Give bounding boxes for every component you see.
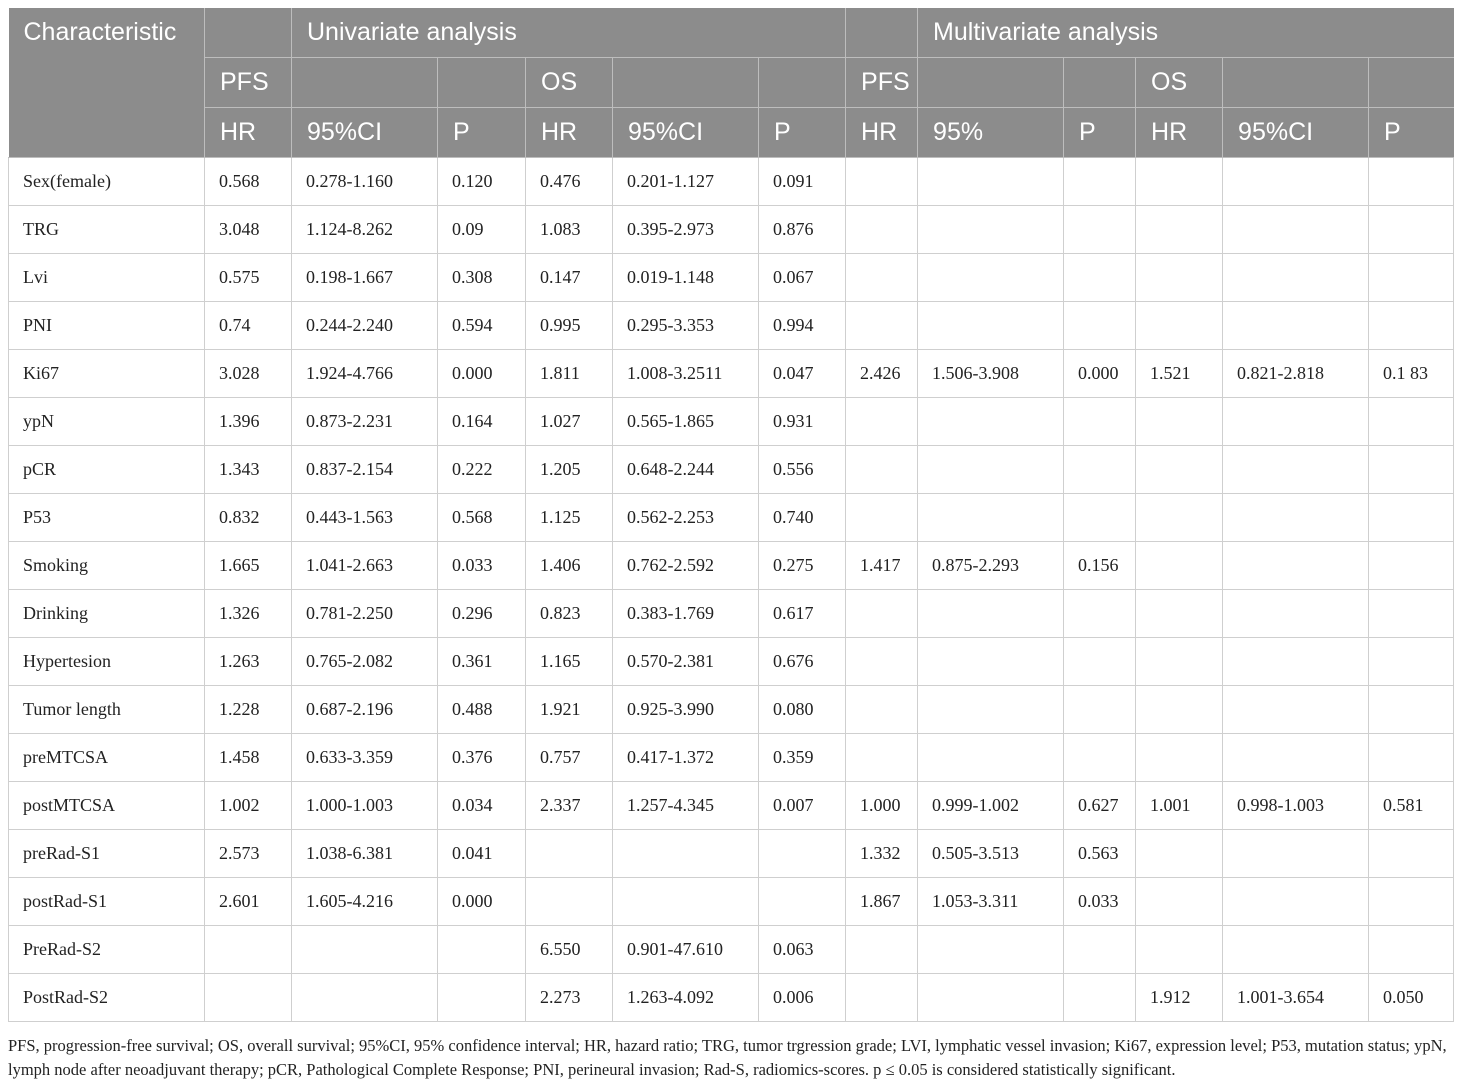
table-cell: 0.063 — [759, 926, 846, 974]
table-cell — [1369, 542, 1454, 590]
table-cell — [205, 926, 292, 974]
table-cell — [1136, 398, 1223, 446]
row-label: Sex(female) — [9, 158, 205, 206]
table-cell: 0.505-3.513 — [918, 830, 1064, 878]
table-cell: 0.568 — [205, 158, 292, 206]
table-cell — [918, 398, 1064, 446]
table-cell: 0.09 — [438, 206, 526, 254]
characteristic-header: Characteristic — [9, 8, 205, 158]
table-cell: 0.633-3.359 — [292, 734, 438, 782]
table-cell: 1.263-4.092 — [613, 974, 759, 1022]
table-cell — [1136, 542, 1223, 590]
table-cell — [1064, 638, 1136, 686]
table-cell: 0.931 — [759, 398, 846, 446]
table-cell — [1223, 158, 1369, 206]
table-cell — [292, 926, 438, 974]
table-cell: 0.562-2.253 — [613, 494, 759, 542]
table-cell — [846, 398, 918, 446]
table-cell: 0.201-1.127 — [613, 158, 759, 206]
table-cell — [1136, 638, 1223, 686]
subgroup-header — [1369, 58, 1454, 108]
table-cell: 0.823 — [526, 590, 613, 638]
table-cell: 2.273 — [526, 974, 613, 1022]
table-cell — [438, 974, 526, 1022]
table-cell: 2.573 — [205, 830, 292, 878]
cox-regression-table — [8, 8, 1454, 1022]
stat-header: HR — [205, 108, 292, 158]
table-cell — [438, 926, 526, 974]
table-cell — [846, 590, 918, 638]
table-cell: 0.762-2.592 — [613, 542, 759, 590]
table-cell: 1.332 — [846, 830, 918, 878]
table-cell — [1369, 734, 1454, 782]
row-label: ypN — [9, 398, 205, 446]
table-row — [9, 158, 1454, 206]
table-cell — [846, 974, 918, 1022]
table-cell: 0.594 — [438, 302, 526, 350]
table-cell — [1136, 494, 1223, 542]
table-cell — [918, 926, 1064, 974]
stat-header: P — [438, 108, 526, 158]
table-cell: 0.383-1.769 — [613, 590, 759, 638]
table-cell: 0.873-2.231 — [292, 398, 438, 446]
table-cell: 1.924-4.766 — [292, 350, 438, 398]
table-cell — [918, 158, 1064, 206]
table-cell: 0.648-2.244 — [613, 446, 759, 494]
table-cell: 1.165 — [526, 638, 613, 686]
table-row — [9, 446, 1454, 494]
row-label: Ki67 — [9, 350, 205, 398]
stat-header: HR — [846, 108, 918, 158]
table-cell — [1369, 494, 1454, 542]
table-cell: 1.605-4.216 — [292, 878, 438, 926]
row-label: pCR — [9, 446, 205, 494]
table-cell — [918, 302, 1064, 350]
subgroup-header — [438, 58, 526, 108]
table-row — [9, 734, 1454, 782]
table-cell: 0.047 — [759, 350, 846, 398]
table-cell — [846, 302, 918, 350]
table-cell: 0.821-2.818 — [1223, 350, 1369, 398]
table-cell: 0.156 — [1064, 542, 1136, 590]
table-cell: 0.998-1.003 — [1223, 782, 1369, 830]
table-cell — [1369, 590, 1454, 638]
table-cell: 6.550 — [526, 926, 613, 974]
table-cell — [918, 686, 1064, 734]
table-cell — [1223, 878, 1369, 926]
table-cell: 1.343 — [205, 446, 292, 494]
table-cell: 1.038-6.381 — [292, 830, 438, 878]
subgroup-header: PFS — [846, 58, 918, 108]
table-cell — [918, 446, 1064, 494]
table-cell — [1223, 926, 1369, 974]
table-cell — [1369, 158, 1454, 206]
table-cell: 0.091 — [759, 158, 846, 206]
table-cell: 1.000-1.003 — [292, 782, 438, 830]
table-cell: 0.556 — [759, 446, 846, 494]
results-table-container — [8, 8, 1453, 1022]
table-cell — [205, 974, 292, 1022]
table-cell — [1064, 398, 1136, 446]
subgroup-header — [613, 58, 759, 108]
table-cell: 0.359 — [759, 734, 846, 782]
table-cell: 0.034 — [438, 782, 526, 830]
header-row-3 — [9, 108, 1454, 158]
table-row — [9, 302, 1454, 350]
table-cell: 0.019-1.148 — [613, 254, 759, 302]
table-header — [9, 8, 1454, 158]
table-footnote: PFS, progression-free survival; OS, overall survival; 95%CI, 95% confidence interval; HR, hazard ratio; TRG, tumor trgression grade; LVI, lymphatic vessel invasion; Ki67, expression level; P53, mutation status; ypN, lymph node after neoadjuvant therapy; pCR, Pathological Complete Response; PNI, perineural invasion; Rad-S, radiomics-scores. p ≤ 0.05 is considered statistically significant. — [8, 1036, 1447, 1079]
table-cell — [846, 686, 918, 734]
table-cell: 0.901-47.610 — [613, 926, 759, 974]
table-cell — [846, 638, 918, 686]
table-row — [9, 494, 1454, 542]
table-cell: 3.028 — [205, 350, 292, 398]
row-label: P53 — [9, 494, 205, 542]
table-cell: 2.426 — [846, 350, 918, 398]
subgroup-header — [759, 58, 846, 108]
table-cell: 0.832 — [205, 494, 292, 542]
table-cell — [846, 734, 918, 782]
table-cell: 2.337 — [526, 782, 613, 830]
stat-header: 95%CI — [1223, 108, 1369, 158]
table-cell — [1223, 830, 1369, 878]
table-cell: 0.565-1.865 — [613, 398, 759, 446]
table-cell: 0.1 83 — [1369, 350, 1454, 398]
table-cell: 0.627 — [1064, 782, 1136, 830]
subgroup-header — [1223, 58, 1369, 108]
table-cell: 0.925-3.990 — [613, 686, 759, 734]
table-body — [9, 158, 1454, 1022]
table-cell: 1.458 — [205, 734, 292, 782]
table-cell: 0.041 — [438, 830, 526, 878]
table-cell: 0.033 — [438, 542, 526, 590]
table-cell: 0.376 — [438, 734, 526, 782]
table-cell: 0.361 — [438, 638, 526, 686]
table-cell: 0.875-2.293 — [918, 542, 1064, 590]
table-cell — [846, 446, 918, 494]
table-row — [9, 542, 1454, 590]
table-cell — [526, 878, 613, 926]
table-row — [9, 254, 1454, 302]
table-cell — [1136, 926, 1223, 974]
table-cell — [1369, 638, 1454, 686]
table-cell — [1369, 302, 1454, 350]
row-label: Tumor length — [9, 686, 205, 734]
table-cell: 1.506-3.908 — [918, 350, 1064, 398]
table-row — [9, 350, 1454, 398]
table-cell: 0.443-1.563 — [292, 494, 438, 542]
table-cell — [1064, 686, 1136, 734]
table-cell — [918, 494, 1064, 542]
row-label: Smoking — [9, 542, 205, 590]
table-cell — [1223, 206, 1369, 254]
table-cell: 1.228 — [205, 686, 292, 734]
table-cell: 0.570-2.381 — [613, 638, 759, 686]
table-cell: 0.147 — [526, 254, 613, 302]
header-row-1 — [9, 8, 1454, 58]
table-cell: 1.053-3.311 — [918, 878, 1064, 926]
table-cell — [1369, 254, 1454, 302]
row-label: PreRad-S2 — [9, 926, 205, 974]
table-cell: 0.568 — [438, 494, 526, 542]
table-cell: 0.687-2.196 — [292, 686, 438, 734]
table-cell: 0.120 — [438, 158, 526, 206]
table-cell: 0.395-2.973 — [613, 206, 759, 254]
table-cell — [1369, 830, 1454, 878]
table-cell: 1.083 — [526, 206, 613, 254]
stat-header: HR — [526, 108, 613, 158]
stat-header: P — [1369, 108, 1454, 158]
table-cell: 1.027 — [526, 398, 613, 446]
subgroup-header: OS — [1136, 58, 1223, 108]
table-cell — [1136, 254, 1223, 302]
table-cell — [1223, 542, 1369, 590]
table-cell: 0.417-1.372 — [613, 734, 759, 782]
table-cell — [1136, 302, 1223, 350]
table-cell — [1136, 830, 1223, 878]
table-cell — [1136, 206, 1223, 254]
table-cell: 0.000 — [438, 350, 526, 398]
table-row — [9, 398, 1454, 446]
table-cell: 0.222 — [438, 446, 526, 494]
table-cell — [1136, 590, 1223, 638]
table-cell: 0.74 — [205, 302, 292, 350]
table-cell: 0.563 — [1064, 830, 1136, 878]
table-cell: 0.995 — [526, 302, 613, 350]
table-cell — [613, 830, 759, 878]
table-cell — [1223, 254, 1369, 302]
table-cell: 1.008-3.2511 — [613, 350, 759, 398]
table-cell — [1064, 302, 1136, 350]
subgroup-header — [918, 58, 1064, 108]
table-row — [9, 830, 1454, 878]
table-cell: 0.275 — [759, 542, 846, 590]
table-cell — [1136, 734, 1223, 782]
row-label: postRad-S1 — [9, 878, 205, 926]
table-cell — [1136, 878, 1223, 926]
table-cell: 0.308 — [438, 254, 526, 302]
subgroup-header — [292, 58, 438, 108]
row-label: preRad-S1 — [9, 830, 205, 878]
stat-header: 95% — [918, 108, 1064, 158]
table-cell: 0.000 — [438, 878, 526, 926]
table-cell — [1064, 494, 1136, 542]
table-cell: 1.406 — [526, 542, 613, 590]
row-label: Hypertesion — [9, 638, 205, 686]
table-cell — [918, 590, 1064, 638]
table-cell: 0.198-1.667 — [292, 254, 438, 302]
table-cell — [1064, 590, 1136, 638]
table-cell — [1223, 638, 1369, 686]
stat-header: P — [759, 108, 846, 158]
table-cell — [918, 734, 1064, 782]
table-cell — [918, 638, 1064, 686]
table-cell — [1064, 158, 1136, 206]
table-cell: 0.581 — [1369, 782, 1454, 830]
table-cell: 1.124-8.262 — [292, 206, 438, 254]
table-cell — [1136, 686, 1223, 734]
table-cell: 0.781-2.250 — [292, 590, 438, 638]
table-cell: 1.257-4.345 — [613, 782, 759, 830]
table-cell — [918, 254, 1064, 302]
table-cell — [1223, 446, 1369, 494]
table-row — [9, 638, 1454, 686]
table-cell: 0.876 — [759, 206, 846, 254]
table-cell — [1064, 446, 1136, 494]
table-cell: 1.125 — [526, 494, 613, 542]
table-cell: 1.000 — [846, 782, 918, 830]
header-blank — [846, 8, 918, 58]
table-cell — [1223, 590, 1369, 638]
table-cell: 1.521 — [1136, 350, 1223, 398]
table-row — [9, 878, 1454, 926]
table-cell — [1064, 254, 1136, 302]
table-cell — [759, 830, 846, 878]
table-cell: 0.006 — [759, 974, 846, 1022]
table-cell — [1369, 398, 1454, 446]
row-label: TRG — [9, 206, 205, 254]
table-cell: 0.765-2.082 — [292, 638, 438, 686]
table-cell: 0.676 — [759, 638, 846, 686]
stat-header: 95%CI — [613, 108, 759, 158]
table-cell: 1.867 — [846, 878, 918, 926]
table-cell: 0.278-1.160 — [292, 158, 438, 206]
table-cell — [759, 878, 846, 926]
table-cell — [613, 878, 759, 926]
subgroup-header: OS — [526, 58, 613, 108]
table-cell — [918, 974, 1064, 1022]
table-cell: 1.665 — [205, 542, 292, 590]
table-cell — [1064, 734, 1136, 782]
table-cell: 0.740 — [759, 494, 846, 542]
table-cell — [1369, 206, 1454, 254]
table-cell — [846, 926, 918, 974]
table-cell: 0.033 — [1064, 878, 1136, 926]
table-cell — [1223, 302, 1369, 350]
table-cell: 1.417 — [846, 542, 918, 590]
table-cell — [1136, 158, 1223, 206]
table-cell — [1223, 686, 1369, 734]
stat-header: HR — [1136, 108, 1223, 158]
table-row — [9, 590, 1454, 638]
row-label: PostRad-S2 — [9, 974, 205, 1022]
table-cell: 0.617 — [759, 590, 846, 638]
table-cell — [1064, 926, 1136, 974]
table-row — [9, 926, 1454, 974]
table-cell — [1223, 398, 1369, 446]
table-row — [9, 782, 1454, 830]
row-label: preMTCSA — [9, 734, 205, 782]
table-cell: 0.837-2.154 — [292, 446, 438, 494]
table-cell — [846, 494, 918, 542]
table-cell — [1369, 686, 1454, 734]
table-cell — [1223, 494, 1369, 542]
table-cell — [918, 206, 1064, 254]
table-cell: 1.041-2.663 — [292, 542, 438, 590]
table-cell: 0.994 — [759, 302, 846, 350]
table-cell: 0.067 — [759, 254, 846, 302]
table-row — [9, 686, 1454, 734]
table-cell: 0.757 — [526, 734, 613, 782]
table-cell: 0.080 — [759, 686, 846, 734]
header-row-2 — [9, 58, 1454, 108]
table-cell — [1223, 734, 1369, 782]
table-cell — [1369, 446, 1454, 494]
table-cell: 0.007 — [759, 782, 846, 830]
table-cell — [1064, 974, 1136, 1022]
table-row — [9, 206, 1454, 254]
table-cell — [1064, 206, 1136, 254]
table-cell: 1.002 — [205, 782, 292, 830]
univariate-header: Univariate analysis — [292, 8, 846, 58]
table-cell: 0.164 — [438, 398, 526, 446]
row-label: PNI — [9, 302, 205, 350]
table-cell: 0.476 — [526, 158, 613, 206]
table-cell: 2.601 — [205, 878, 292, 926]
table-cell: 0.296 — [438, 590, 526, 638]
header-blank — [205, 8, 292, 58]
stat-header: P — [1064, 108, 1136, 158]
table-cell — [846, 158, 918, 206]
table-cell: 1.001 — [1136, 782, 1223, 830]
table-row — [9, 974, 1454, 1022]
subgroup-header: PFS — [205, 58, 292, 108]
table-cell: 0.488 — [438, 686, 526, 734]
row-label: Lvi — [9, 254, 205, 302]
table-cell: 3.048 — [205, 206, 292, 254]
table-cell: 1.326 — [205, 590, 292, 638]
table-cell: 0.575 — [205, 254, 292, 302]
stat-header: 95%CI — [292, 108, 438, 158]
table-cell: 0.050 — [1369, 974, 1454, 1022]
table-cell — [846, 254, 918, 302]
table-cell — [1369, 926, 1454, 974]
multivariate-header: Multivariate analysis — [918, 8, 1454, 58]
table-cell — [292, 974, 438, 1022]
table-cell: 0.999-1.002 — [918, 782, 1064, 830]
table-cell: 1.912 — [1136, 974, 1223, 1022]
row-label: postMTCSA — [9, 782, 205, 830]
table-cell — [1369, 878, 1454, 926]
subgroup-header — [1064, 58, 1136, 108]
row-label: Drinking — [9, 590, 205, 638]
table-cell: 0.244-2.240 — [292, 302, 438, 350]
table-cell: 1.921 — [526, 686, 613, 734]
table-cell: 0.295-3.353 — [613, 302, 759, 350]
table-cell: 1.811 — [526, 350, 613, 398]
table-cell: 0.000 — [1064, 350, 1136, 398]
table-cell — [526, 830, 613, 878]
table-cell: 1.263 — [205, 638, 292, 686]
table-cell — [1136, 446, 1223, 494]
table-cell: 1.001-3.654 — [1223, 974, 1369, 1022]
table-cell: 1.205 — [526, 446, 613, 494]
table-cell — [846, 206, 918, 254]
table-cell: 1.396 — [205, 398, 292, 446]
